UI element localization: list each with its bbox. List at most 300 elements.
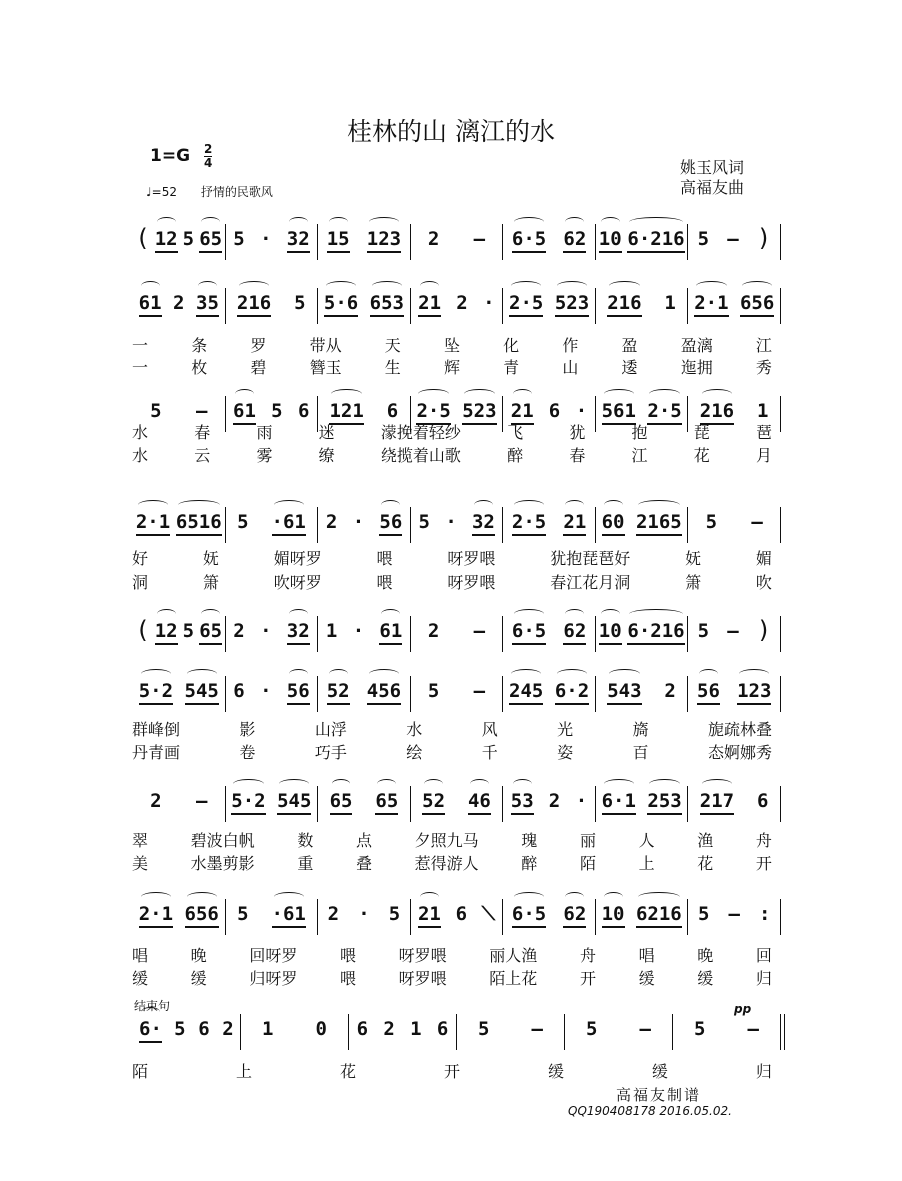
note-group: ) bbox=[756, 224, 772, 252]
slur-mark bbox=[511, 281, 541, 291]
slur-mark bbox=[381, 500, 400, 510]
lyric-syllable: 旖 bbox=[632, 720, 649, 739]
note-group: 216 bbox=[607, 292, 641, 314]
measure bbox=[318, 903, 410, 925]
beam-line bbox=[139, 1041, 162, 1043]
lyric-syllable: 箫 bbox=[202, 573, 219, 592]
measure bbox=[411, 620, 503, 642]
lyric-syllable: 唱 bbox=[132, 946, 149, 965]
slur-mark bbox=[420, 892, 439, 902]
note-group: 123 bbox=[737, 680, 771, 702]
slur-mark bbox=[141, 281, 160, 291]
lyric-syllable: 光 bbox=[557, 720, 574, 739]
lyric-syllable: 江 bbox=[755, 336, 772, 355]
notation-row bbox=[133, 292, 781, 324]
lyric-syllable: 丽 bbox=[579, 831, 596, 850]
slur-mark bbox=[178, 500, 220, 510]
note-group: 523 bbox=[462, 400, 496, 422]
ending-label: 结束句 bbox=[134, 999, 171, 1013]
note-group: 5 bbox=[478, 1018, 490, 1040]
lyric-syllable: 惹得游人 bbox=[414, 854, 479, 873]
note-group: 5 bbox=[418, 511, 430, 533]
lyric-syllable: 旎疏林叠 bbox=[707, 720, 772, 739]
lyric-syllable: 上 bbox=[638, 854, 655, 873]
beam-line bbox=[422, 813, 445, 815]
slur-mark bbox=[629, 609, 682, 619]
lyric-syllable: 叠 bbox=[355, 854, 372, 873]
beam-line bbox=[697, 703, 720, 705]
lyric-syllable: 点 bbox=[355, 831, 372, 850]
note-group: 15 bbox=[327, 228, 350, 250]
lyric-syllable: 美 bbox=[132, 854, 149, 873]
measure bbox=[318, 620, 410, 642]
measure bbox=[503, 511, 595, 533]
note-group: · bbox=[260, 680, 272, 702]
lyric-syllable: 吹 bbox=[755, 573, 772, 592]
measure bbox=[226, 400, 318, 422]
lyric-syllable: 上 bbox=[235, 1062, 252, 1081]
barline bbox=[780, 786, 781, 822]
note-group: 5·2 bbox=[231, 790, 265, 812]
beam-line bbox=[272, 534, 306, 536]
lyric-syllable: 天 bbox=[384, 336, 401, 355]
lyric-syllable: 碧 bbox=[250, 358, 267, 377]
note-group: 5 bbox=[705, 511, 718, 533]
lyric-syllable: 带从 bbox=[309, 336, 342, 355]
beam-line bbox=[563, 251, 586, 253]
lyric-syllable: 迤拥 bbox=[680, 358, 713, 377]
lyric-syllable: 濛挽着轻纱 bbox=[380, 423, 461, 442]
measure bbox=[503, 292, 595, 314]
measure bbox=[318, 511, 410, 533]
note-group: 2 bbox=[222, 1018, 234, 1040]
slur-mark bbox=[274, 892, 304, 902]
slur-mark bbox=[377, 779, 396, 789]
note-group: 2·5 bbox=[512, 511, 546, 533]
note-group: 653 bbox=[370, 292, 404, 314]
note-group: 6 bbox=[548, 400, 561, 422]
measure bbox=[349, 1018, 456, 1040]
note-group: 6 bbox=[233, 680, 245, 702]
note-group: ( bbox=[135, 616, 150, 644]
note-group: 2·5 bbox=[509, 292, 543, 314]
beam-line bbox=[185, 703, 219, 705]
lyric-line bbox=[132, 1059, 772, 1082]
barline bbox=[780, 507, 781, 543]
slur-mark bbox=[696, 281, 726, 291]
note-group: 62 bbox=[563, 228, 586, 250]
meter-bottom: 4 bbox=[204, 156, 213, 170]
note-group: 6 bbox=[757, 790, 769, 812]
note-group: · bbox=[260, 620, 272, 642]
beam-line bbox=[237, 315, 271, 317]
note-group: 545 bbox=[277, 790, 311, 812]
beam-line bbox=[330, 813, 353, 815]
beam-line bbox=[287, 251, 310, 253]
note-group: 60 bbox=[602, 511, 625, 533]
beam-line bbox=[602, 926, 625, 928]
beam-line bbox=[379, 643, 402, 645]
note-group: 21 bbox=[418, 292, 441, 314]
lyric-syllable: 缓 bbox=[132, 969, 149, 988]
measure bbox=[226, 680, 318, 702]
slur-mark bbox=[289, 609, 308, 619]
slur-mark bbox=[381, 609, 400, 619]
measure bbox=[457, 1018, 564, 1040]
note-group: 0 bbox=[315, 1018, 327, 1040]
note-group: 245 bbox=[509, 680, 543, 702]
measure bbox=[596, 620, 688, 642]
note-group: 35 bbox=[196, 292, 219, 314]
lyric-syllable: 唱 bbox=[638, 946, 655, 965]
slur-mark bbox=[289, 669, 308, 679]
beam-line bbox=[468, 813, 491, 815]
notation-row bbox=[133, 680, 781, 712]
slur-mark bbox=[420, 281, 439, 291]
lyric-syllable: 陌上花 bbox=[489, 969, 538, 988]
notation-row bbox=[133, 511, 781, 543]
beam-line bbox=[139, 926, 173, 928]
measure bbox=[688, 224, 780, 252]
lyric-syllable: 箫 bbox=[685, 573, 702, 592]
lyric-syllable: 舟 bbox=[755, 831, 772, 850]
lyric-syllable: 卷 bbox=[239, 743, 256, 762]
slur-mark bbox=[138, 500, 168, 510]
note-group: 5 bbox=[427, 680, 440, 702]
note-group: – bbox=[473, 228, 486, 250]
lyric-line bbox=[132, 570, 772, 593]
slur-mark bbox=[464, 389, 494, 399]
note-group: – bbox=[727, 620, 739, 642]
measure bbox=[503, 228, 595, 250]
slur-mark bbox=[372, 281, 402, 291]
lyric-line bbox=[132, 717, 772, 740]
slur-mark bbox=[557, 669, 587, 679]
slur-mark bbox=[514, 217, 544, 227]
lyric-syllable: 重 bbox=[297, 854, 314, 873]
measure bbox=[411, 903, 503, 925]
lyric-syllable: 一 bbox=[132, 336, 149, 355]
lyric-syllable: 渔 bbox=[697, 831, 714, 850]
beam-line bbox=[375, 813, 398, 815]
slur-mark bbox=[141, 892, 171, 902]
lyric-syllable: 缓 bbox=[547, 1062, 564, 1081]
lyric-line bbox=[132, 333, 772, 356]
slur-mark bbox=[511, 669, 541, 679]
slur-mark bbox=[187, 669, 217, 679]
lyric-syllable: 喂 bbox=[376, 573, 393, 592]
slur-mark bbox=[329, 669, 348, 679]
note-group: 6 bbox=[198, 1018, 210, 1040]
lyric-syllable: 水 bbox=[132, 423, 149, 442]
lyricist: 姚玉风词 bbox=[680, 158, 745, 177]
barline bbox=[780, 899, 781, 935]
note-group: 2 bbox=[427, 228, 440, 250]
note-group: 1 bbox=[262, 1018, 274, 1040]
beam-line bbox=[379, 534, 402, 536]
time-signature bbox=[204, 143, 212, 170]
measure bbox=[411, 400, 503, 422]
note-group: 5·2 bbox=[139, 680, 173, 702]
beam-line bbox=[418, 926, 441, 928]
note-group: 5 bbox=[697, 228, 710, 250]
beam-line bbox=[737, 703, 771, 705]
note-group: 12 bbox=[155, 620, 178, 642]
slur-mark bbox=[638, 892, 680, 902]
slur-mark bbox=[565, 500, 584, 510]
barline bbox=[780, 676, 781, 712]
note-group: 5 bbox=[237, 511, 249, 533]
slur-mark bbox=[742, 281, 772, 291]
lyric-syllable: 辉 bbox=[443, 358, 460, 377]
note-group: 65 bbox=[375, 790, 398, 812]
beam-line bbox=[512, 534, 546, 536]
measure bbox=[596, 680, 688, 702]
note-group: · bbox=[260, 228, 272, 250]
note-group: 52 bbox=[422, 790, 445, 812]
lyric-syllable: 归呀罗 bbox=[249, 969, 298, 988]
lyric-syllable: 琵 bbox=[693, 423, 710, 442]
note-group: 21 bbox=[511, 400, 534, 422]
note-group: ·61 bbox=[272, 903, 306, 925]
lyric-syllable: 态婀娜秀 bbox=[707, 743, 772, 762]
measure bbox=[226, 903, 318, 925]
beam-line bbox=[367, 251, 401, 253]
lyric-syllable: 舟 bbox=[579, 946, 596, 965]
note-group: 65 bbox=[199, 228, 222, 250]
measure bbox=[503, 790, 595, 812]
lyric-syllable: 雨 bbox=[256, 423, 273, 442]
note-group: 456 bbox=[367, 680, 401, 702]
slur-mark bbox=[601, 609, 620, 619]
note-group: ) bbox=[756, 616, 772, 644]
dynamic-marking: pp bbox=[734, 1002, 752, 1016]
slur-mark bbox=[470, 779, 489, 789]
note-group: 2 bbox=[233, 620, 245, 642]
lyric-syllable: 逶 bbox=[621, 358, 638, 377]
lyric-syllable: 山浮 bbox=[314, 720, 347, 739]
barline bbox=[780, 224, 781, 260]
slur-mark bbox=[157, 609, 176, 619]
note-group: ·61 bbox=[272, 511, 306, 533]
note-group: 2 bbox=[664, 680, 676, 702]
slur-mark bbox=[609, 669, 639, 679]
measure bbox=[226, 511, 318, 533]
measure bbox=[318, 680, 410, 702]
note-group: 2 bbox=[325, 511, 338, 533]
lyric-syllable: 喂 bbox=[339, 969, 356, 988]
beam-line bbox=[370, 315, 404, 317]
note-group: 121 bbox=[329, 400, 363, 422]
slur-mark bbox=[565, 892, 584, 902]
lyric-syllable: 春 bbox=[194, 423, 211, 442]
tempo-value: ♩=52 bbox=[146, 185, 177, 199]
lyric-syllable: 回 bbox=[755, 946, 772, 965]
barline bbox=[780, 1014, 781, 1050]
lyric-syllable: 丹青画 bbox=[132, 743, 181, 762]
lyric-syllable: 回呀罗 bbox=[249, 946, 298, 965]
note-group: 1 bbox=[757, 400, 769, 422]
slur-mark bbox=[201, 217, 220, 227]
beam-line bbox=[287, 703, 310, 705]
beam-line bbox=[199, 643, 222, 645]
measure bbox=[411, 228, 503, 250]
lyric-syllable: 缓 bbox=[651, 1062, 668, 1081]
note-group: 2 bbox=[548, 790, 561, 812]
note-group: 5 bbox=[271, 400, 283, 422]
lyric-syllable: 丽人渔 bbox=[489, 946, 538, 965]
lyric-syllable: 月 bbox=[755, 446, 772, 465]
note-group: 61 bbox=[379, 620, 402, 642]
lyric-syllable: 山 bbox=[562, 358, 579, 377]
slur-mark bbox=[604, 389, 634, 399]
note-group: 6·2 bbox=[555, 680, 589, 702]
lyric-syllable: 开 bbox=[443, 1062, 460, 1081]
lyric-syllable: 人 bbox=[638, 831, 655, 850]
measure bbox=[688, 400, 780, 422]
lyric-syllable: 水墨剪影 bbox=[190, 854, 255, 873]
contact-info: QQ190408178 2016.05.02. bbox=[568, 1104, 732, 1118]
lyric-line bbox=[132, 546, 772, 569]
note-group: 5 bbox=[388, 903, 401, 925]
lyric-syllable: 喂 bbox=[339, 946, 356, 965]
beam-line bbox=[277, 813, 311, 815]
lyric-syllable: 盈 bbox=[621, 336, 638, 355]
lyric-syllable: 千 bbox=[481, 743, 498, 762]
note-group: – bbox=[751, 511, 763, 533]
beam-line bbox=[472, 534, 495, 536]
beam-line bbox=[740, 315, 774, 317]
note-group: 5 bbox=[694, 1018, 706, 1040]
beam-line bbox=[563, 643, 586, 645]
lyric-syllable: 化 bbox=[503, 336, 520, 355]
note-group: : bbox=[759, 903, 771, 925]
slur-mark bbox=[332, 779, 351, 789]
measure bbox=[596, 903, 688, 925]
beam-line bbox=[509, 315, 543, 317]
measure bbox=[596, 228, 688, 250]
beam-line bbox=[327, 703, 350, 705]
beam-line bbox=[563, 926, 586, 928]
lyric-syllable: 缓 bbox=[638, 969, 655, 988]
note-group: – bbox=[728, 903, 740, 925]
note-group: 2·1 bbox=[136, 511, 170, 533]
beam-line bbox=[647, 813, 681, 815]
note-group: 65 bbox=[199, 620, 222, 642]
lyric-syllable: 妩 bbox=[685, 549, 702, 568]
slur-mark bbox=[604, 892, 623, 902]
slur-mark bbox=[514, 892, 544, 902]
slur-mark bbox=[739, 669, 769, 679]
note-group: 12 bbox=[155, 228, 178, 250]
note-group: – bbox=[531, 1018, 543, 1040]
lyric-syllable: 瑰 bbox=[521, 831, 538, 850]
note-group: 6·1 bbox=[602, 790, 636, 812]
lyric-syllable: 雾 bbox=[256, 446, 273, 465]
lyric-syllable: 盈漓 bbox=[680, 336, 713, 355]
lyric-syllable: 开 bbox=[755, 854, 772, 873]
measure bbox=[133, 511, 225, 533]
note-group: – bbox=[639, 1018, 651, 1040]
note-group: 2·5 bbox=[416, 400, 450, 422]
measure bbox=[565, 1018, 672, 1040]
note-group: 32 bbox=[287, 228, 310, 250]
note-group: · bbox=[575, 790, 588, 812]
slur-mark bbox=[418, 389, 448, 399]
credit: 高福友制谱 bbox=[616, 1086, 702, 1104]
lyric-syllable: 夕照九马 bbox=[414, 831, 479, 850]
measure bbox=[133, 680, 225, 702]
lyric-syllable: 生 bbox=[384, 358, 401, 377]
lyric-syllable: 开 bbox=[579, 969, 596, 988]
note-group: 5 bbox=[586, 1018, 598, 1040]
lyric-syllable: 花 bbox=[339, 1062, 356, 1081]
note-group: 5 bbox=[237, 903, 249, 925]
note-group: 2165 bbox=[636, 511, 682, 533]
slur-mark bbox=[565, 609, 584, 619]
measure bbox=[596, 511, 688, 533]
measure bbox=[688, 511, 780, 533]
beam-line bbox=[196, 315, 219, 317]
beam-line bbox=[700, 813, 734, 815]
measure bbox=[503, 680, 595, 702]
lyric-syllable: 醉 bbox=[521, 854, 538, 873]
lyric-syllable: 水 bbox=[406, 720, 423, 739]
note-group: 5 bbox=[233, 228, 245, 250]
lyric-syllable: 巧手 bbox=[314, 743, 347, 762]
lyric-syllable: 喂 bbox=[376, 549, 393, 568]
barline bbox=[780, 288, 781, 324]
notation-row bbox=[133, 616, 781, 652]
notation-row bbox=[133, 1018, 781, 1050]
note-group: 62 bbox=[563, 620, 586, 642]
note-group: · bbox=[352, 620, 365, 642]
lyric-syllable: 归 bbox=[755, 1062, 772, 1081]
note-group: 61 bbox=[139, 292, 162, 314]
beam-line bbox=[367, 703, 401, 705]
slur-mark bbox=[198, 281, 217, 291]
slur-mark bbox=[239, 281, 269, 291]
lyric-line bbox=[132, 420, 772, 443]
beam-line bbox=[627, 251, 684, 253]
barline bbox=[780, 396, 781, 432]
slur-mark bbox=[187, 892, 217, 902]
slur-mark bbox=[514, 609, 544, 619]
song-title: 桂林的山 漓江的水 bbox=[347, 117, 555, 146]
note-group: 5 bbox=[697, 903, 710, 925]
note-group: ⟍ bbox=[481, 903, 496, 925]
lyric-syllable: 影 bbox=[239, 720, 256, 739]
note-group: ( bbox=[135, 224, 150, 252]
note-group: 123 bbox=[367, 228, 401, 250]
note-group: 2 bbox=[383, 1018, 395, 1040]
note-group: 52 bbox=[327, 680, 350, 702]
note-group: – bbox=[473, 620, 486, 642]
note-group: 2 bbox=[173, 292, 185, 314]
beam-line bbox=[136, 534, 170, 536]
lyric-syllable: 翠 bbox=[132, 831, 149, 850]
beam-line bbox=[607, 315, 641, 317]
lyric-syllable: 吹呀罗 bbox=[273, 573, 322, 592]
measure bbox=[226, 790, 318, 812]
beam-line bbox=[139, 315, 162, 317]
note-group: 32 bbox=[287, 620, 310, 642]
slur-mark bbox=[157, 217, 176, 227]
measure bbox=[133, 292, 225, 314]
beam-line bbox=[555, 315, 589, 317]
lyric-syllable: 绘 bbox=[406, 743, 423, 762]
note-group: · bbox=[483, 292, 495, 314]
